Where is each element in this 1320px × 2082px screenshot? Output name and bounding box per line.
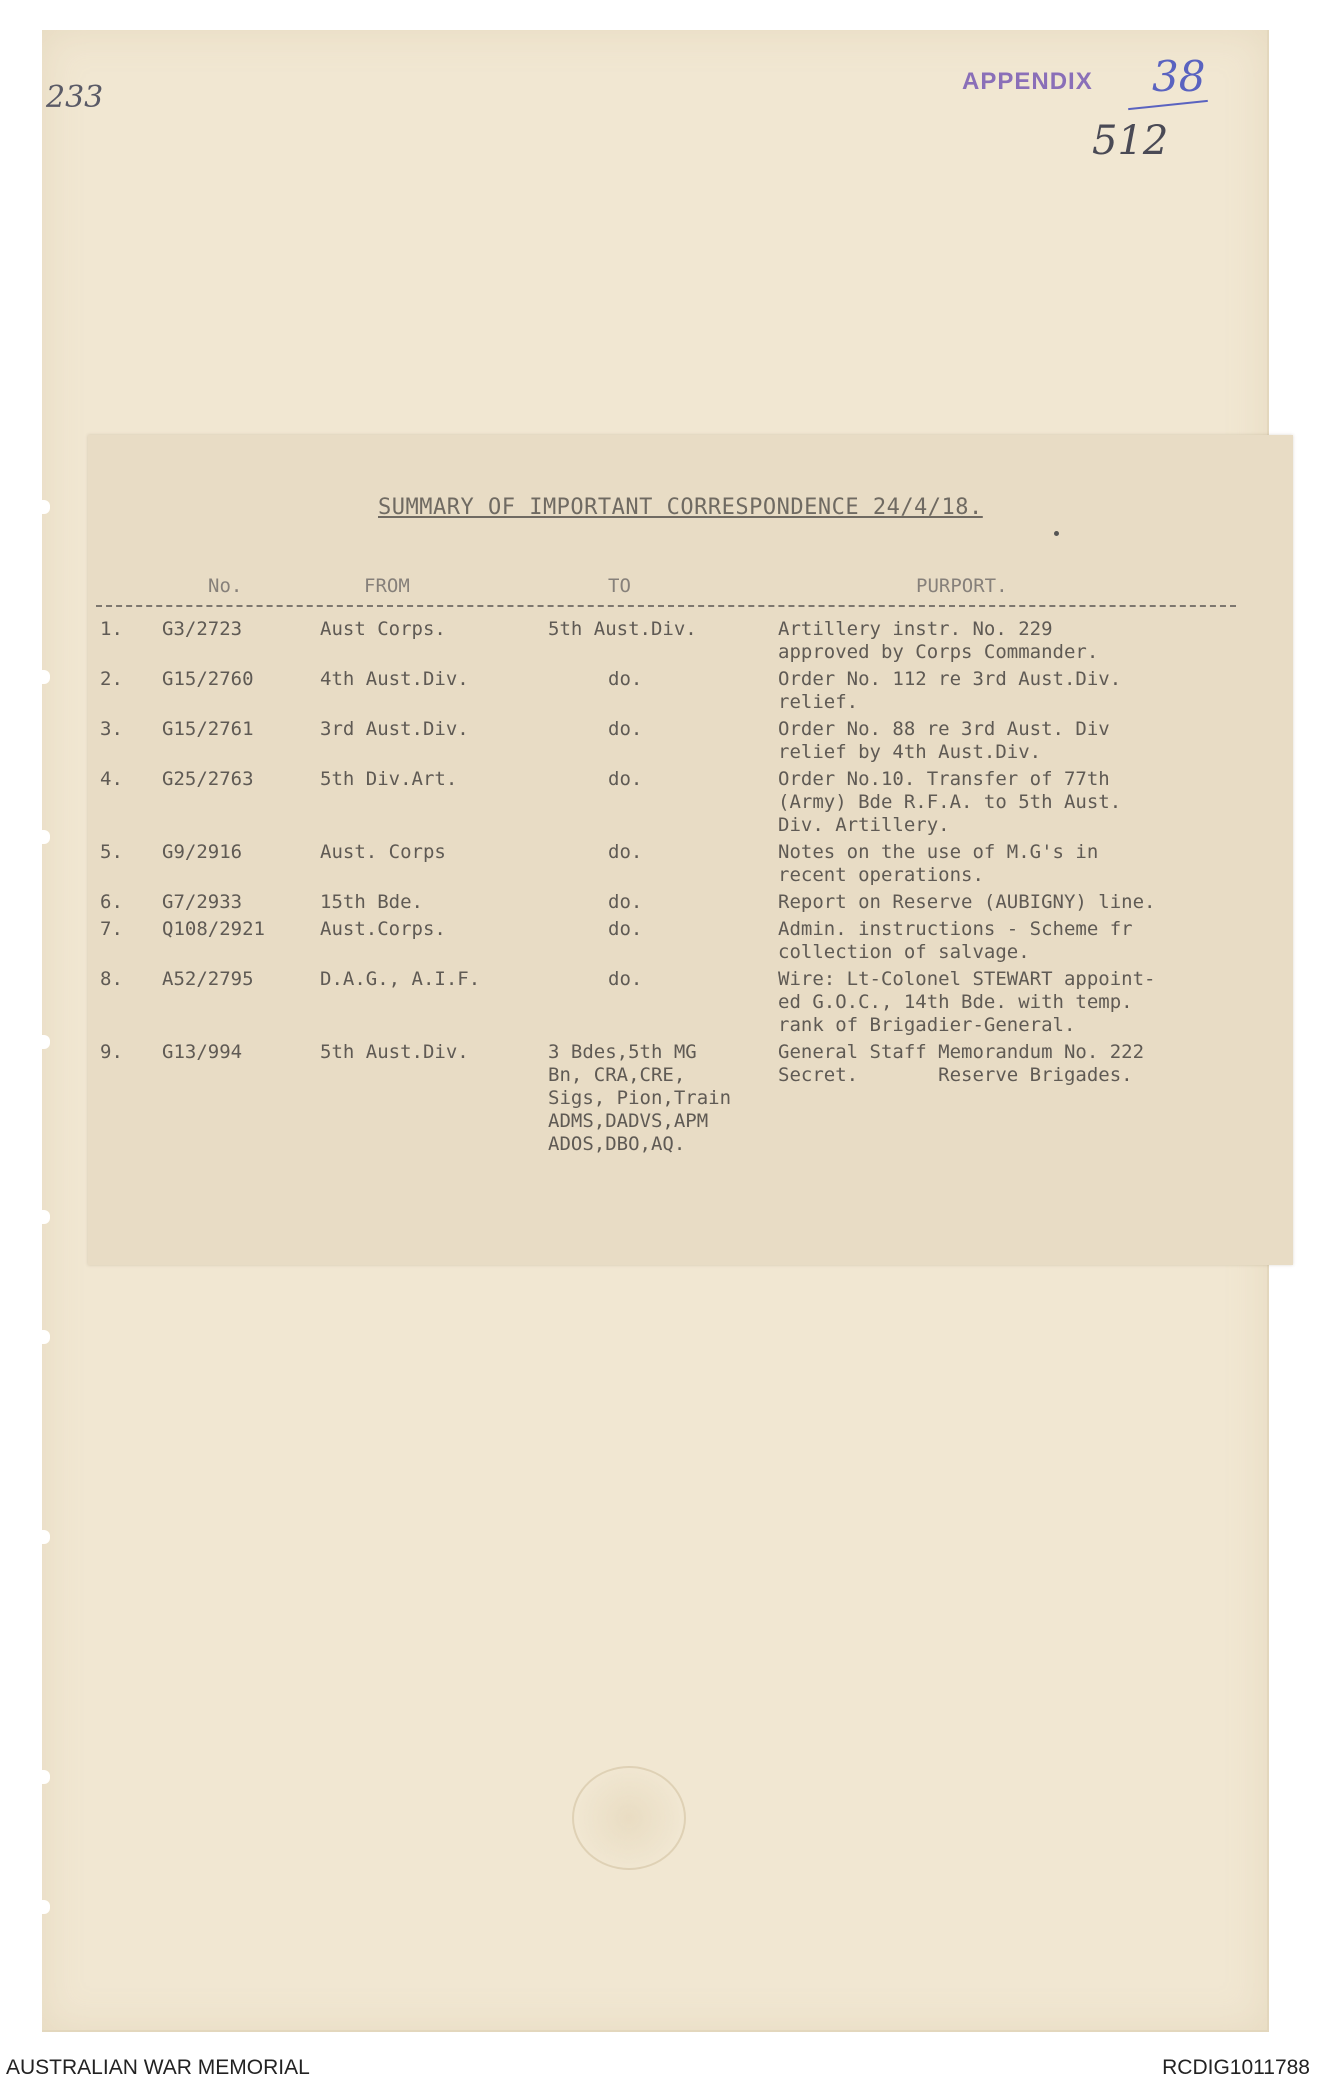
entry-to-line: do. [608,668,643,690]
entry-to-line: do. [608,768,643,790]
entry-purport-line: relief. [778,691,859,713]
column-header-to: TO [608,575,631,597]
entry-from: Aust. Corps [320,841,446,863]
folio-number: 233 [46,80,104,115]
entry-purport-line: Admin. instructions - Scheme fr [778,918,1133,940]
entry-index: 2. [100,668,123,690]
appendix-stamp: APPENDIX [962,68,1093,95]
entry-purport-line: Secret. Reserve Brigades. [778,1064,1133,1086]
entry-purport-line: General Staff Memorandum No. 222 [778,1041,1145,1063]
entry-reference: G15/2761 [162,718,254,740]
entry-purport-line: recent operations. [778,864,984,886]
entry-index: 9. [100,1041,123,1063]
entry-purport-line: Notes on the use of M.G's in [778,841,1099,863]
footer-record-id: RCDIG1011788 [1162,2056,1310,2079]
entry-reference: G3/2723 [162,618,243,640]
entry-to-line: 3 Bdes,5th MG [548,1041,697,1063]
entry-purport-line: relief by 4th Aust.Div. [778,741,1042,763]
page-number: 512 [1092,118,1169,164]
entry-reference: G7/2933 [162,891,243,913]
entry-purport-line: approved by Corps Commander. [778,641,1099,663]
footer-institution: AUSTRALIAN WAR MEMORIAL [6,2056,310,2079]
entry-to-line: ADMS,DADVS,APM [548,1110,709,1132]
entry-to-line: Sigs, Pion,Train [548,1087,732,1109]
embossed-seal [572,1766,686,1870]
document-title: SUMMARY OF IMPORTANT CORRESPONDENCE 24/4/18. [378,495,983,520]
entry-purport-line: Report on Reserve (AUBIGNY) line. [778,891,1156,913]
entry-reference: Q108/2921 [162,918,265,940]
entry-reference: G9/2916 [162,841,243,863]
entry-to-line: ADOS,DBO,AQ. [548,1133,686,1155]
entry-to-line: do. [608,918,643,940]
column-header-from: FROM [364,575,410,597]
entry-from: D.A.G., A.I.F. [320,968,481,990]
entry-purport-line: Order No. 112 re 3rd Aust.Div. [778,668,1122,690]
entry-to-line: do. [608,841,643,863]
entry-to-line: 5th Aust.Div. [548,618,697,640]
entry-from: 4th Aust.Div. [320,668,469,690]
entry-index: 7. [100,918,123,940]
entry-index: 4. [100,768,123,790]
entry-purport-line: Wire: Lt-Colonel STEWART appoint- [778,968,1156,990]
entry-reference: A52/2795 [162,968,254,990]
document-page [42,30,1269,2032]
entry-purport-line: (Army) Bde R.F.A. to 5th Aust. [778,791,1122,813]
entry-from: 5th Div.Art. [320,768,458,790]
appendix-number: 38 [1152,52,1206,101]
entry-to-line: do. [608,968,643,990]
entry-purport-line: Artillery instr. No. 229 [778,618,1053,640]
entry-from: Aust Corps. [320,618,446,640]
entry-reference: G25/2763 [162,768,254,790]
entry-purport-line: collection of salvage. [778,941,1030,963]
entry-index: 5. [100,841,123,863]
entry-index: 3. [100,718,123,740]
entry-from: 15th Bde. [320,891,423,913]
entry-to-line: do. [608,718,643,740]
entry-purport-line: Order No. 88 re 3rd Aust. Div [778,718,1110,740]
entry-index: 6. [100,891,123,913]
column-header-no: No. [208,575,243,597]
entry-index: 8. [100,968,123,990]
column-header-purport: PURPORT. [916,575,1008,597]
entry-reference: G15/2760 [162,668,254,690]
entry-purport-line: Order No.10. Transfer of 77th [778,768,1110,790]
entry-from: 3rd Aust.Div. [320,718,469,740]
correspondence-slip [88,435,1293,1265]
entry-index: 1. [100,618,123,640]
ink-dot [1054,531,1059,536]
entry-to-line: do. [608,891,643,913]
header-rule [96,605,1236,607]
entry-purport-line: ed G.O.C., 14th Bde. with temp. [778,991,1133,1013]
entry-from: Aust.Corps. [320,918,446,940]
entry-purport-line: Div. Artillery. [778,814,950,836]
entry-to-line: Bn, CRA,CRE, [548,1064,686,1086]
entry-purport-line: rank of Brigadier-General. [778,1014,1076,1036]
entry-from: 5th Aust.Div. [320,1041,469,1063]
entry-reference: G13/994 [162,1041,243,1063]
